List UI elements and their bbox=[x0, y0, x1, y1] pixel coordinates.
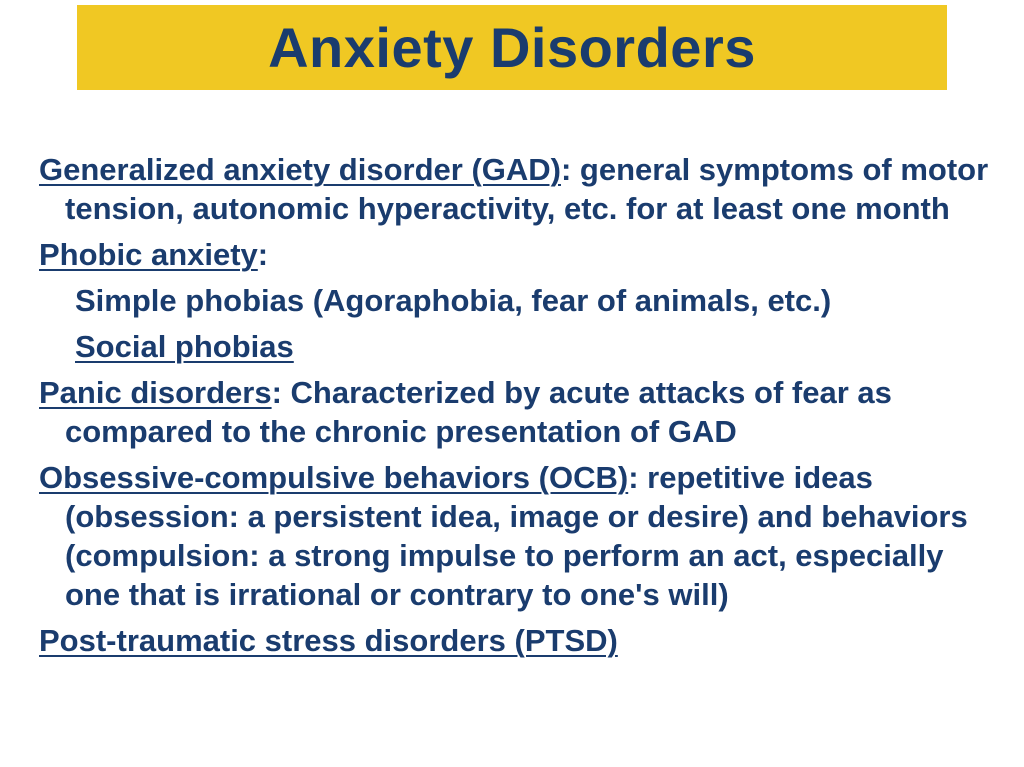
description-phobic-anxiety: : bbox=[257, 237, 269, 272]
list-item-gad bbox=[39, 150, 999, 228]
sub-item-simple-phobias-text: Simple phobias (Agoraphobia, fear of animals, etc.) bbox=[75, 283, 832, 318]
description-gad: : general symptoms of motor tension, autonomic hyperactivity, etc. for at least one month bbox=[65, 152, 989, 226]
sub-item-social-phobias bbox=[39, 327, 999, 366]
title-banner bbox=[77, 5, 947, 90]
term-panic-disorders: Panic disorders bbox=[39, 375, 272, 410]
term-phobic-anxiety: Phobic anxiety bbox=[39, 237, 258, 272]
list-item-ptsd bbox=[39, 621, 999, 660]
slide-body bbox=[39, 150, 999, 667]
description-ocb: : repetitive ideas (obsession: a persistent idea, image or desire) and behaviors (compulsion: a strong impulse to perform an act, especially one that is irrational or contrary to one's will) bbox=[65, 460, 968, 612]
term-gad: Generalized anxiety disorder (GAD) bbox=[39, 152, 561, 187]
list-item-ocb bbox=[39, 458, 999, 614]
sub-item-social-phobias-text: Social phobias bbox=[75, 329, 294, 364]
list-item-panic-disorders bbox=[39, 373, 999, 451]
list-item-phobic-anxiety bbox=[39, 235, 999, 274]
description-panic-disorders: : Characterized by acute attacks of fear as compared to the chronic presentation of GAD bbox=[65, 375, 892, 449]
term-ocb: Obsessive-compulsive behaviors (OCB) bbox=[39, 460, 629, 495]
slide-title: Anxiety Disorders bbox=[268, 16, 756, 79]
sub-item-simple-phobias bbox=[39, 281, 999, 320]
term-ptsd: Post-traumatic stress disorders (PTSD) bbox=[39, 623, 618, 658]
